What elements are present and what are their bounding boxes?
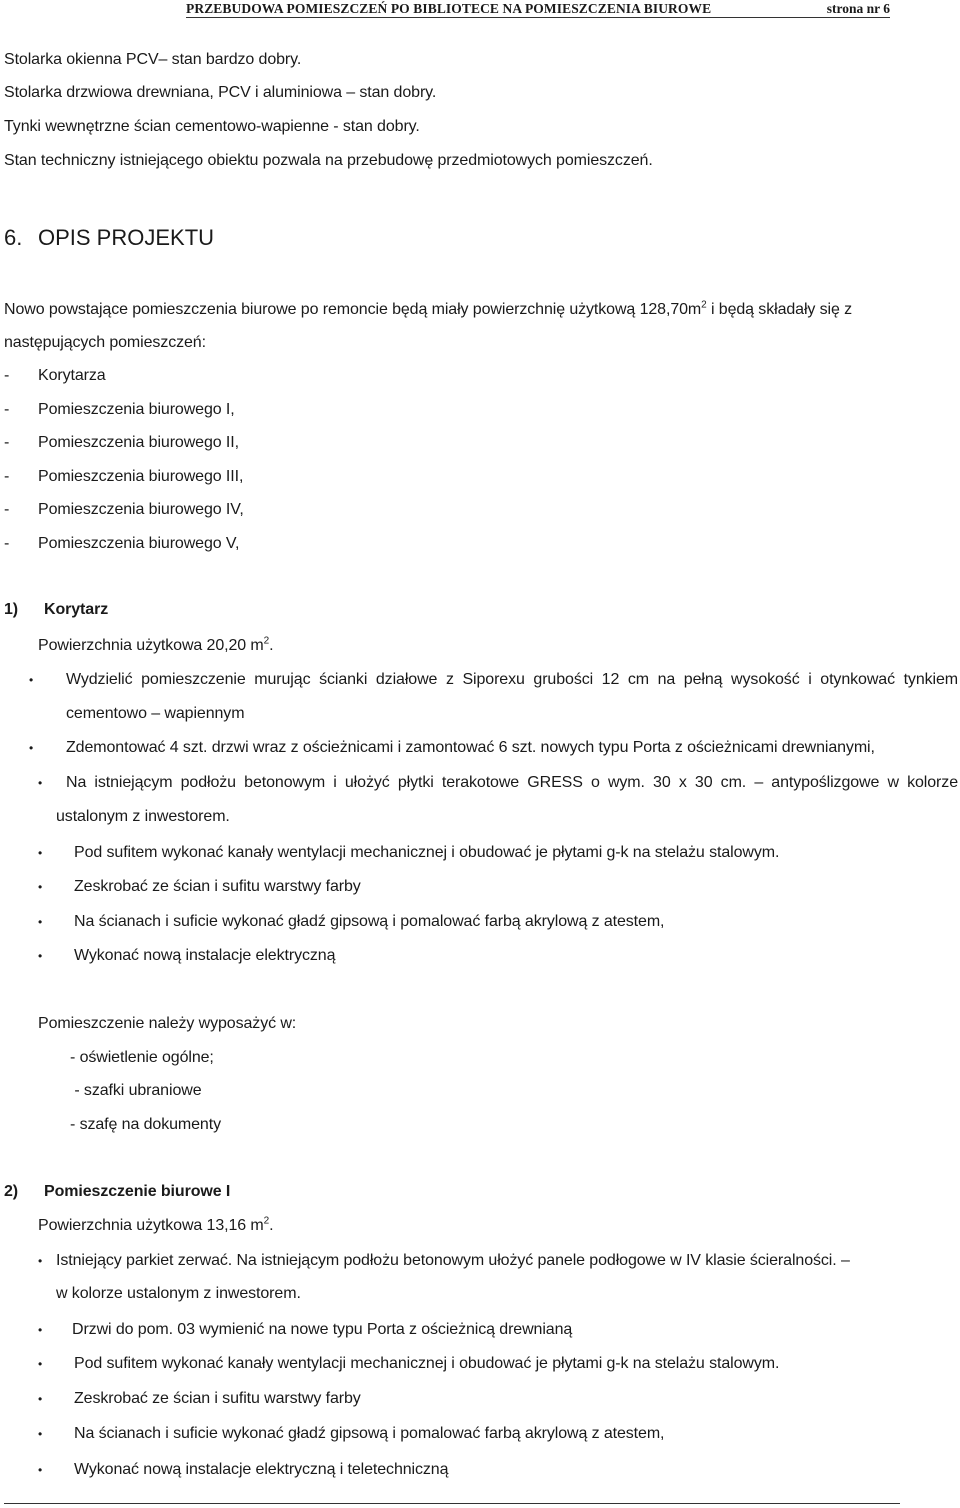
list-item: - Pomieszczenia biurowego II, <box>4 434 239 451</box>
bullet-icon: • <box>38 880 43 894</box>
section-heading <box>4 224 214 252</box>
list-item: - Korytarza <box>4 367 106 384</box>
list-item: - Pomieszczenia biurowego I, <box>4 401 235 418</box>
list-item: Wykonać nową instalacje elektryczną <box>74 947 336 964</box>
bullet-icon: • <box>38 1392 43 1406</box>
page-number: strona nr 6 <box>826 1 890 16</box>
list-item: - Pomieszczenia biurowego IV, <box>4 501 244 518</box>
project-paragraph: Nowo powstające pomieszczenia biurowe po remoncie będą miały powierzchnię użytkową $128,70m^2$ i będą składały się z <box>4 299 853 318</box>
page-header <box>0 0 960 20</box>
equipment-title: Pomieszczenie należy wyposażyć w: <box>38 1015 297 1032</box>
bullet-icon: • <box>38 949 43 963</box>
header-rule <box>186 17 890 18</box>
subsection-heading: 2) Pomieszczenie biurowe I <box>4 1183 231 1200</box>
footer-rule <box>4 1503 900 1504</box>
bullet-icon: • <box>38 776 43 790</box>
list-item: Na istniejącym podłożu betonowym i ułożyć płytki terakotowe GRESS o wym. 30 x 30 cm. – antypoślizgowe w kolorze <box>66 774 958 791</box>
list-item: Zeskrobać ze ścian i sufitu warstwy farby <box>74 1390 361 1407</box>
intro-line: Stan techniczny istniejącego obiektu pozwala na przebudowę przedmiotowych pomieszczeń. <box>4 152 653 169</box>
list-item-continuation: cementowo – wapiennym <box>66 705 245 722</box>
list-item: Na ścianach i suficie wykonać gładź gipsową i pomalować farbą akrylową z atestem, <box>74 1425 665 1442</box>
bullet-icon: • <box>38 1463 43 1477</box>
bullet-icon: • <box>29 741 34 755</box>
bullet-icon: • <box>38 1427 43 1441</box>
list-item: Zdemontować 4 szt. drzwi wraz z ościeżnicami i zamontować 6 szt. nowych typu Porta z ościeżnicami drewnianymi, <box>66 739 875 756</box>
list-item-continuation: ustalonym z inwestorem. <box>56 808 230 825</box>
project-paragraph-line2: następujących pomieszczeń: <box>4 334 206 351</box>
list-item: Istniejący parkiet zerwać. Na istniejącym podłożu betonowym ułożyć panele podłogowe w IV klasie ścieralności. – <box>56 1252 850 1269</box>
bullet-icon: • <box>38 915 43 929</box>
equipment-item: - szafę na dokumenty <box>70 1116 221 1133</box>
list-item: Wykonać nową instalacje elektryczną i teletechniczną <box>74 1461 449 1478</box>
list-item-continuation: w kolorze ustalonym z inwestorem. <box>56 1285 301 1302</box>
intro-line: Stolarka okienna PCV– stan bardzo dobry. <box>4 51 302 68</box>
list-item: Zeskrobać ze ścian i sufitu warstwy farby <box>74 878 361 895</box>
intro-line: Tynki wewnętrzne ścian cementowo-wapienne - stan dobry. <box>4 118 420 135</box>
bullet-icon: • <box>38 1254 43 1268</box>
bullet-icon: • <box>38 846 43 860</box>
list-item: Pod sufitem wykonać kanały wentylacji mechanicznej i obudować je płytami g-k na stelażu stalowym. <box>74 844 780 861</box>
list-item: Na ścianach i suficie wykonać gładź gipsową i pomalować farbą akrylową z atestem, <box>74 913 665 930</box>
intro-line: Stolarka drzwiowa drewniana, PCV i aluminiowa – stan dobry. <box>4 84 437 101</box>
area-line: Powierzchnia użytkowa 20,20 $m^2$. <box>38 635 274 654</box>
document-title: PRZEBUDOWA POMIESZCZEŃ PO BIBLIOTECE NA POMIESZCZENIA BIUROWE <box>186 1 712 16</box>
bullet-icon: • <box>29 673 34 687</box>
section-number: 6. <box>4 225 23 250</box>
bullet-icon: • <box>38 1323 43 1337</box>
list-item: Drzwi do pom. 03 wymienić na nowe typu Porta z ościeżnicą drewnianą <box>72 1321 573 1338</box>
area-line: Powierzchnia użytkowa 13,16 $m^2$. <box>38 1215 274 1234</box>
equipment-item: - szafki ubraniowe <box>70 1082 202 1099</box>
list-item: Wydzielić pomieszczenie murując ścianki działowe z Siporexu grubości 12 cm na pełną wysokość i otynkować tynkiem <box>66 671 958 688</box>
equipment-item: - oświetlenie ogólne; <box>70 1049 214 1066</box>
bullet-icon: • <box>38 1357 43 1371</box>
subsection-heading: 1) Korytarz <box>4 601 109 618</box>
list-item: Pod sufitem wykonać kanały wentylacji mechanicznej i obudować je płytami g-k na stelażu stalowym. <box>74 1355 780 1372</box>
list-item: - Pomieszczenia biurowego V, <box>4 535 240 552</box>
list-item: - Pomieszczenia biurowego III, <box>4 468 244 485</box>
section-title: OPIS PROJEKTU <box>38 225 215 250</box>
